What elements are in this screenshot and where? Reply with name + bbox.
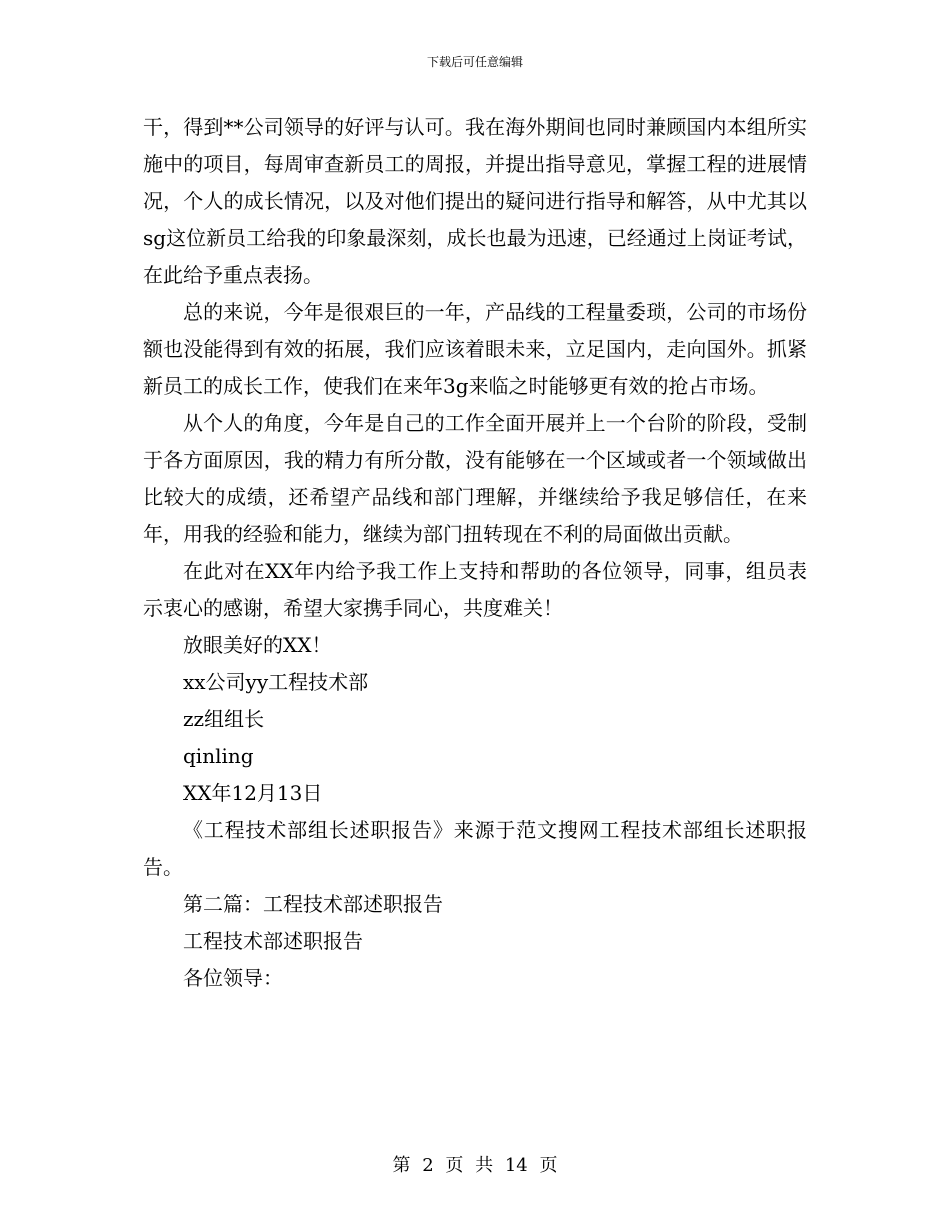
paragraph-thanks: 在此对在XX年内给予我工作上支持和帮助的各位领导，同事，组员表示衷心的感谢，希望大家携手同心，共度难关！ [143, 559, 807, 620]
section-heading: 第二篇：工程技术部述职报告 [183, 892, 443, 916]
report-title: 工程技术部述职报告 [183, 929, 363, 953]
page-number: 第 2 页 共 14 页 [392, 1155, 558, 1176]
paragraph-personal: 从个人的角度，今年是自己的工作全面开展并上一个台阶的阶段，受制于各方面原因，我的精力有所分散，没有能够在一个区域或者一个领域做出比较大的成绩，还希望产品线和部门理解，并继续给予我足够信任，在来年，用我的经验和能力，继续为部门扭转现在不利的局面做出贡献。 [143, 411, 807, 546]
document-body [143, 109, 807, 997]
paragraph-continuation: 干，得到**公司领导的好评与认可。我在海外期间也同时兼顾国内本组所实施中的项目，每周审查新员工的周报，并提出指导意见，掌握工程的进展情况，个人的成长情况，以及对他们提出的疑问进行指导和解答，从中尤其以sg这位新员工给我的印象最深刻，成长也最为迅速，已经通过上岗证考试，在此给予重点表扬。 [143, 115, 807, 287]
source-note: 《工程技术部组长述职报告》来源于范文搜网工程技术部组长述职报告。 [143, 818, 807, 879]
signature-date: XX年12月13日 [183, 781, 323, 805]
closing-line: 放眼美好的XX！ [183, 633, 332, 657]
signature-name: qinling [183, 744, 254, 768]
salutation: 各位领导： [183, 966, 283, 990]
page-header: 下载后可任意编辑 [426, 55, 523, 69]
paragraph-summary: 总的来说，今年是很艰巨的一年，产品线的工程量委琐，公司的市场份额也没能得到有效的拓展，我们应该着眼未来，立足国内，走向国外。抓紧新员工的成长工作，使我们在来年3g来临之时能够更有效的抢占市场。 [143, 300, 807, 398]
signature-title: zz组组长 [183, 707, 265, 731]
signature-department: xx公司yy工程技术部 [183, 670, 369, 694]
